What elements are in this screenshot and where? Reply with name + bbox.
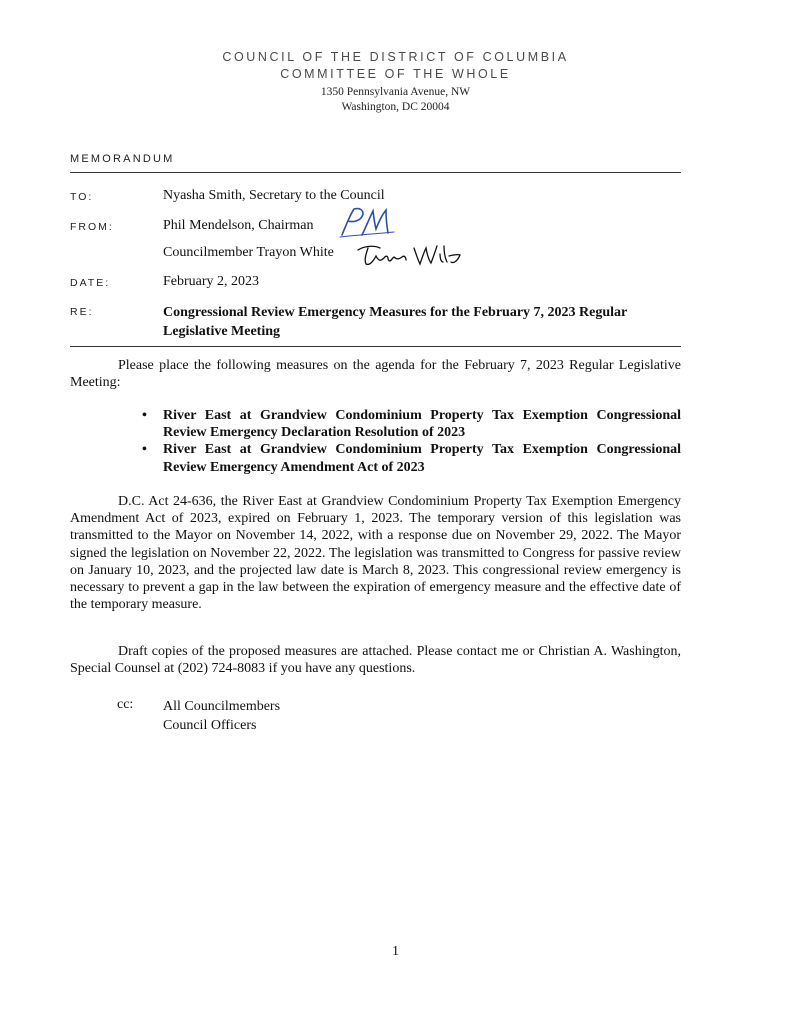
bullet-icon: •	[142, 442, 147, 458]
header-bottom-rule	[70, 346, 681, 347]
measure-text: River East at Grandview Condominium Property Tax Exemption Congressional Review Emergency Amendment Act of 2023	[163, 442, 681, 475]
bullet-icon: •	[142, 408, 147, 423]
contact-paragraph: Draft copies of the proposed measures are attached. Please contact me or Christian A. Washington, Special Counsel at (202) 724-8083 if you have any questions.	[70, 644, 681, 677]
from-label: FROM:	[70, 221, 114, 233]
cc-list	[163, 697, 280, 735]
cc-recipient: Council Officers	[163, 718, 257, 733]
header-top-rule	[70, 172, 681, 173]
date-value: February 2, 2023	[163, 274, 260, 289]
letterhead-address-city: Washington, DC 20004	[341, 101, 450, 113]
from-value-chairman: Phil Mendelson, Chairman	[163, 218, 314, 233]
to-value: Nyasha Smith, Secretary to the Council	[163, 188, 385, 203]
councilmember-signature	[354, 240, 464, 275]
measure-text: River East at Grandview Condominium Property Tax Exemption Congressional Review Emergency Declaration Resolution of 2023	[163, 408, 681, 441]
background-paragraph: D.C. Act 24-636, the River East at Grandview Condominium Property Tax Exemption Emergency Amendment Act of 2023, expired on February 1, 2023. The temporary version of this legislation was transmitted to the Mayor on November 14, 2022, with a response due on November 29, 2022. The Mayor signed the legislation on November 22, 2022. The legislation was transmitted to Congress for passive review on January 10, 2023, and the projected law date is March 8, 2023. This congressional review emergency is necessary to prevent a gap in the law between the expiration of emergency measure and the effective date of the temporary measure.	[70, 494, 681, 613]
measure-item	[140, 407, 681, 441]
to-label: TO:	[70, 191, 94, 203]
memorandum-label: MEMORANDUM	[70, 153, 175, 165]
re-value: Congressional Review Emergency Measures for the February 7, 2023 Regular Legislative Meeting	[163, 305, 628, 339]
letterhead-council: COUNCIL OF THE DISTRICT OF COLUMBIA	[222, 50, 569, 64]
cc-label: cc:	[117, 697, 134, 712]
letterhead-committee: COMMITTEE OF THE WHOLE	[280, 67, 511, 81]
measures-list	[140, 407, 681, 476]
letterhead-address-street: 1350 Pennsylvania Avenue, NW	[320, 86, 471, 98]
intro-paragraph: Please place the following measures on the agenda for the February 7, 2023 Regular Legislative Meeting:	[70, 358, 681, 391]
cc-recipient: All Councilmembers	[163, 699, 281, 714]
page-number: 1	[392, 944, 399, 959]
from-value-councilmember: Councilmember Trayon White	[163, 245, 334, 260]
re-label: RE:	[70, 306, 94, 318]
date-label: DATE:	[70, 277, 111, 289]
measure-item	[140, 441, 681, 475]
